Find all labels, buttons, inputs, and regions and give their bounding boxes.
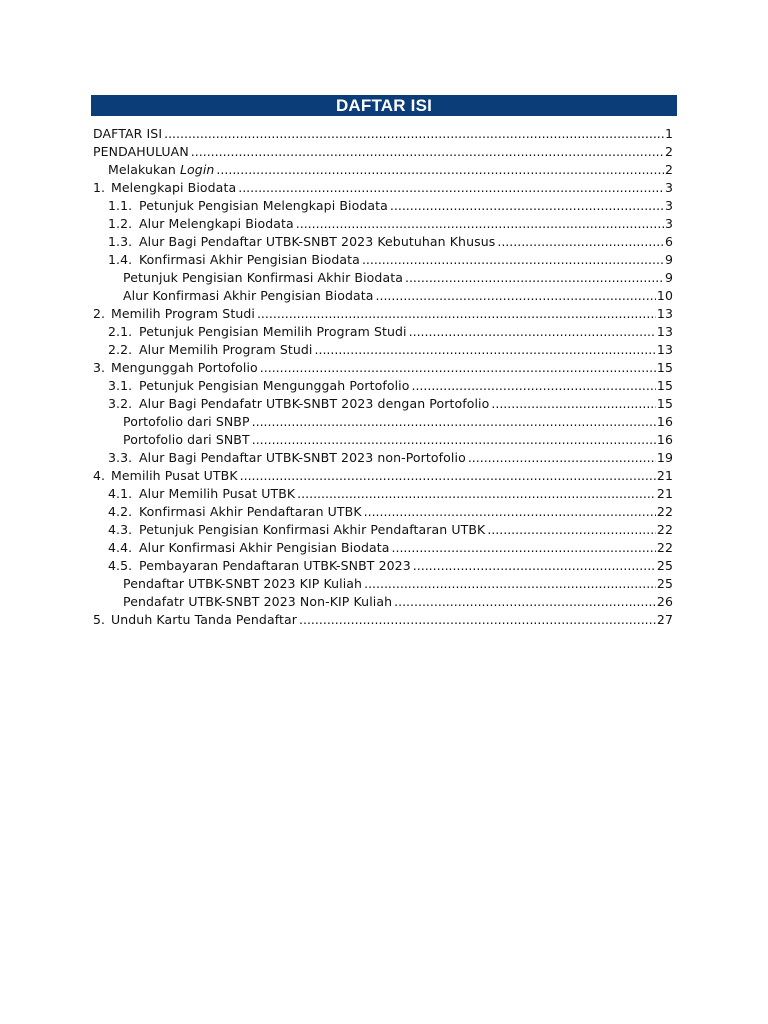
toc-entry-title: Petunjuk Pengisian Melengkapi Biodata [139, 198, 388, 213]
toc-page-number: 16 [656, 432, 673, 447]
dot-leader [364, 503, 656, 521]
toc-entry-number: 3.1. [108, 378, 133, 393]
toc-page-number: 9 [664, 252, 673, 267]
toc-entry-number: 1. [93, 180, 106, 195]
toc-entry-title: Konfirmasi Akhir Pengisian Biodata [139, 252, 360, 267]
toc-entry-title: PENDAHULUAN [93, 144, 189, 159]
toc-page-number: 3 [664, 180, 673, 195]
toc-entry[interactable] [91, 215, 673, 233]
toc-entry-title: Alur Bagi Pendafatr UTBK-SNBT 2023 dengan Portofolio [139, 396, 490, 411]
dot-leader [468, 449, 656, 467]
toc-entry-number: 1.1. [108, 198, 133, 213]
table-of-contents [91, 125, 673, 629]
toc-page-number: 15 [656, 378, 673, 393]
toc-entry[interactable] [91, 521, 673, 539]
toc-page-number: 1 [664, 126, 673, 141]
toc-page-number: 21 [656, 468, 673, 483]
toc-entry-number: 4.4. [108, 540, 133, 555]
toc-entry-title: DAFTAR ISI [93, 126, 163, 141]
dot-leader [296, 215, 664, 233]
toc-entry[interactable] [91, 305, 673, 323]
toc-entry[interactable] [91, 449, 673, 467]
toc-entry[interactable] [91, 467, 673, 485]
toc-entry[interactable] [91, 593, 673, 611]
toc-page-number: 3 [664, 216, 673, 231]
toc-entry[interactable] [91, 179, 673, 197]
dot-leader [191, 143, 664, 161]
dot-leader [487, 521, 656, 539]
dot-leader [364, 575, 656, 593]
toc-page-number: 15 [656, 360, 673, 375]
toc-entry-number: 4.1. [108, 486, 133, 501]
toc-entry-title: Unduh Kartu Tanda Pendaftar [111, 612, 297, 627]
toc-entry-title: Petunjuk Pengisian Konfirmasi Akhir Biodata [123, 270, 403, 285]
toc-entry-number: 2. [93, 306, 106, 321]
toc-entry[interactable] [91, 161, 673, 179]
toc-entry-title: Alur Bagi Pendaftar UTBK-SNBT 2023 Kebutuhan Khusus [139, 234, 496, 249]
toc-page-number: 22 [656, 540, 673, 555]
toc-entry-title: Memilih Program Studi [111, 306, 255, 321]
toc-entry-number: 4. [93, 468, 106, 483]
toc-page-number: 13 [656, 342, 673, 357]
dot-leader [216, 161, 664, 179]
toc-page-number: 6 [664, 234, 673, 249]
dot-leader [164, 125, 664, 143]
dot-leader [299, 611, 656, 629]
toc-page-number: 3 [664, 198, 673, 213]
dot-leader [315, 341, 656, 359]
toc-entry-title: Alur Konfirmasi Akhir Pengisian Biodata [139, 540, 390, 555]
toc-entry-title: Pendafatr UTBK-SNBT 2023 Non-KIP Kuliah [123, 594, 393, 609]
toc-entry[interactable] [91, 125, 673, 143]
toc-page-number: 19 [656, 450, 673, 465]
toc-page-number: 25 [656, 558, 673, 573]
toc-page-number: 22 [656, 504, 673, 519]
toc-entry[interactable] [91, 323, 673, 341]
toc-entry-title: Alur Memilih Program Studi [139, 342, 313, 357]
toc-entry-number: 3.2. [108, 396, 133, 411]
dot-leader [392, 539, 656, 557]
dot-leader [491, 395, 656, 413]
dot-leader [240, 467, 656, 485]
toc-entry-title: Alur Bagi Pendaftar UTBK-SNBT 2023 non-Portofolio [139, 450, 466, 465]
toc-entry[interactable] [91, 539, 673, 557]
toc-entry[interactable] [91, 575, 673, 593]
toc-entry-title: Pendaftar UTBK-SNBT 2023 KIP Kuliah [123, 576, 363, 591]
toc-entry[interactable] [91, 341, 673, 359]
toc-entry-title: Alur Melengkapi Biodata [139, 216, 294, 231]
toc-entry-number: 1.4. [108, 252, 133, 267]
toc-entry-number: 1.3. [108, 234, 133, 249]
dot-leader [252, 413, 656, 431]
dot-leader [257, 305, 656, 323]
toc-entry[interactable] [91, 359, 673, 377]
toc-entry-number: 1.2. [108, 216, 133, 231]
toc-entry[interactable] [91, 233, 673, 251]
dot-leader [297, 485, 656, 503]
toc-entry-number: 4.5. [108, 558, 133, 573]
dot-leader [252, 431, 656, 449]
toc-page-number: 10 [656, 288, 673, 303]
toc-entry-number: 4.3. [108, 522, 133, 537]
dot-leader [405, 269, 664, 287]
toc-entry-title: Memilih Pusat UTBK [111, 468, 238, 483]
toc-page-number: 22 [656, 522, 673, 537]
toc-page-number: 27 [656, 612, 673, 627]
toc-page-number: 13 [656, 324, 673, 339]
toc-entry-title: Pembayaran Pendaftaran UTBK-SNBT 2023 [139, 558, 411, 573]
toc-entry[interactable] [91, 503, 673, 521]
toc-page-number: 25 [656, 576, 673, 591]
toc-entry-title: Melengkapi Biodata [111, 180, 237, 195]
toc-entry-title: Petunjuk Pengisian Mengunggah Portofolio [139, 378, 410, 393]
toc-entry-title: Melakukan Login [108, 162, 215, 177]
toc-entry-title: Portofolio dari SNBT [123, 432, 250, 447]
toc-page-number: 2 [664, 144, 673, 159]
toc-entry[interactable] [91, 287, 673, 305]
toc-entry[interactable] [91, 197, 673, 215]
dot-leader [390, 197, 664, 215]
dot-leader [409, 323, 656, 341]
toc-entry[interactable] [91, 485, 673, 503]
dot-leader [497, 233, 664, 251]
toc-page-number: 9 [664, 270, 673, 285]
toc-entry-title: Petunjuk Pengisian Memilih Program Studi [139, 324, 407, 339]
toc-entry-title: Konfirmasi Akhir Pendaftaran UTBK [139, 504, 362, 519]
toc-entry-number: 2.1. [108, 324, 133, 339]
toc-entry[interactable] [91, 269, 673, 287]
toc-entry-title: Mengunggah Portofolio [111, 360, 258, 375]
toc-entry-number: 3. [93, 360, 106, 375]
toc-entry-number: 3.3. [108, 450, 133, 465]
toc-entry-number: 2.2. [108, 342, 133, 357]
toc-entry[interactable] [91, 557, 673, 575]
toc-entry[interactable] [91, 431, 673, 449]
toc-entry-title: Petunjuk Pengisian Konfirmasi Akhir Pendaftaran UTBK [139, 522, 486, 537]
toc-entry-title: Alur Memilih Pusat UTBK [139, 486, 296, 501]
toc-page-number: 13 [656, 306, 673, 321]
toc-entry[interactable] [91, 377, 673, 395]
dot-leader [260, 359, 656, 377]
toc-page-number: 2 [664, 162, 673, 177]
toc-page-number: 15 [656, 396, 673, 411]
toc-page-number: 16 [656, 414, 673, 429]
toc-page-number: 26 [656, 594, 673, 609]
dot-leader [362, 251, 664, 269]
toc-entry[interactable] [91, 143, 673, 161]
dot-leader [238, 179, 664, 197]
dot-leader [413, 557, 656, 575]
toc-entry-number: 4.2. [108, 504, 133, 519]
toc-entry[interactable] [91, 251, 673, 269]
dot-leader [376, 287, 656, 305]
dot-leader [411, 377, 655, 395]
toc-entry-title: Portofolio dari SNBP [123, 414, 250, 429]
toc-title: DAFTAR ISI [91, 95, 677, 116]
dot-leader [394, 593, 656, 611]
toc-entry[interactable] [91, 395, 673, 413]
toc-page-number: 21 [656, 486, 673, 501]
toc-entry-title: Alur Konfirmasi Akhir Pengisian Biodata [123, 288, 374, 303]
toc-entry[interactable] [91, 611, 673, 629]
toc-entry[interactable] [91, 413, 673, 431]
toc-entry-number: 5. [93, 612, 106, 627]
